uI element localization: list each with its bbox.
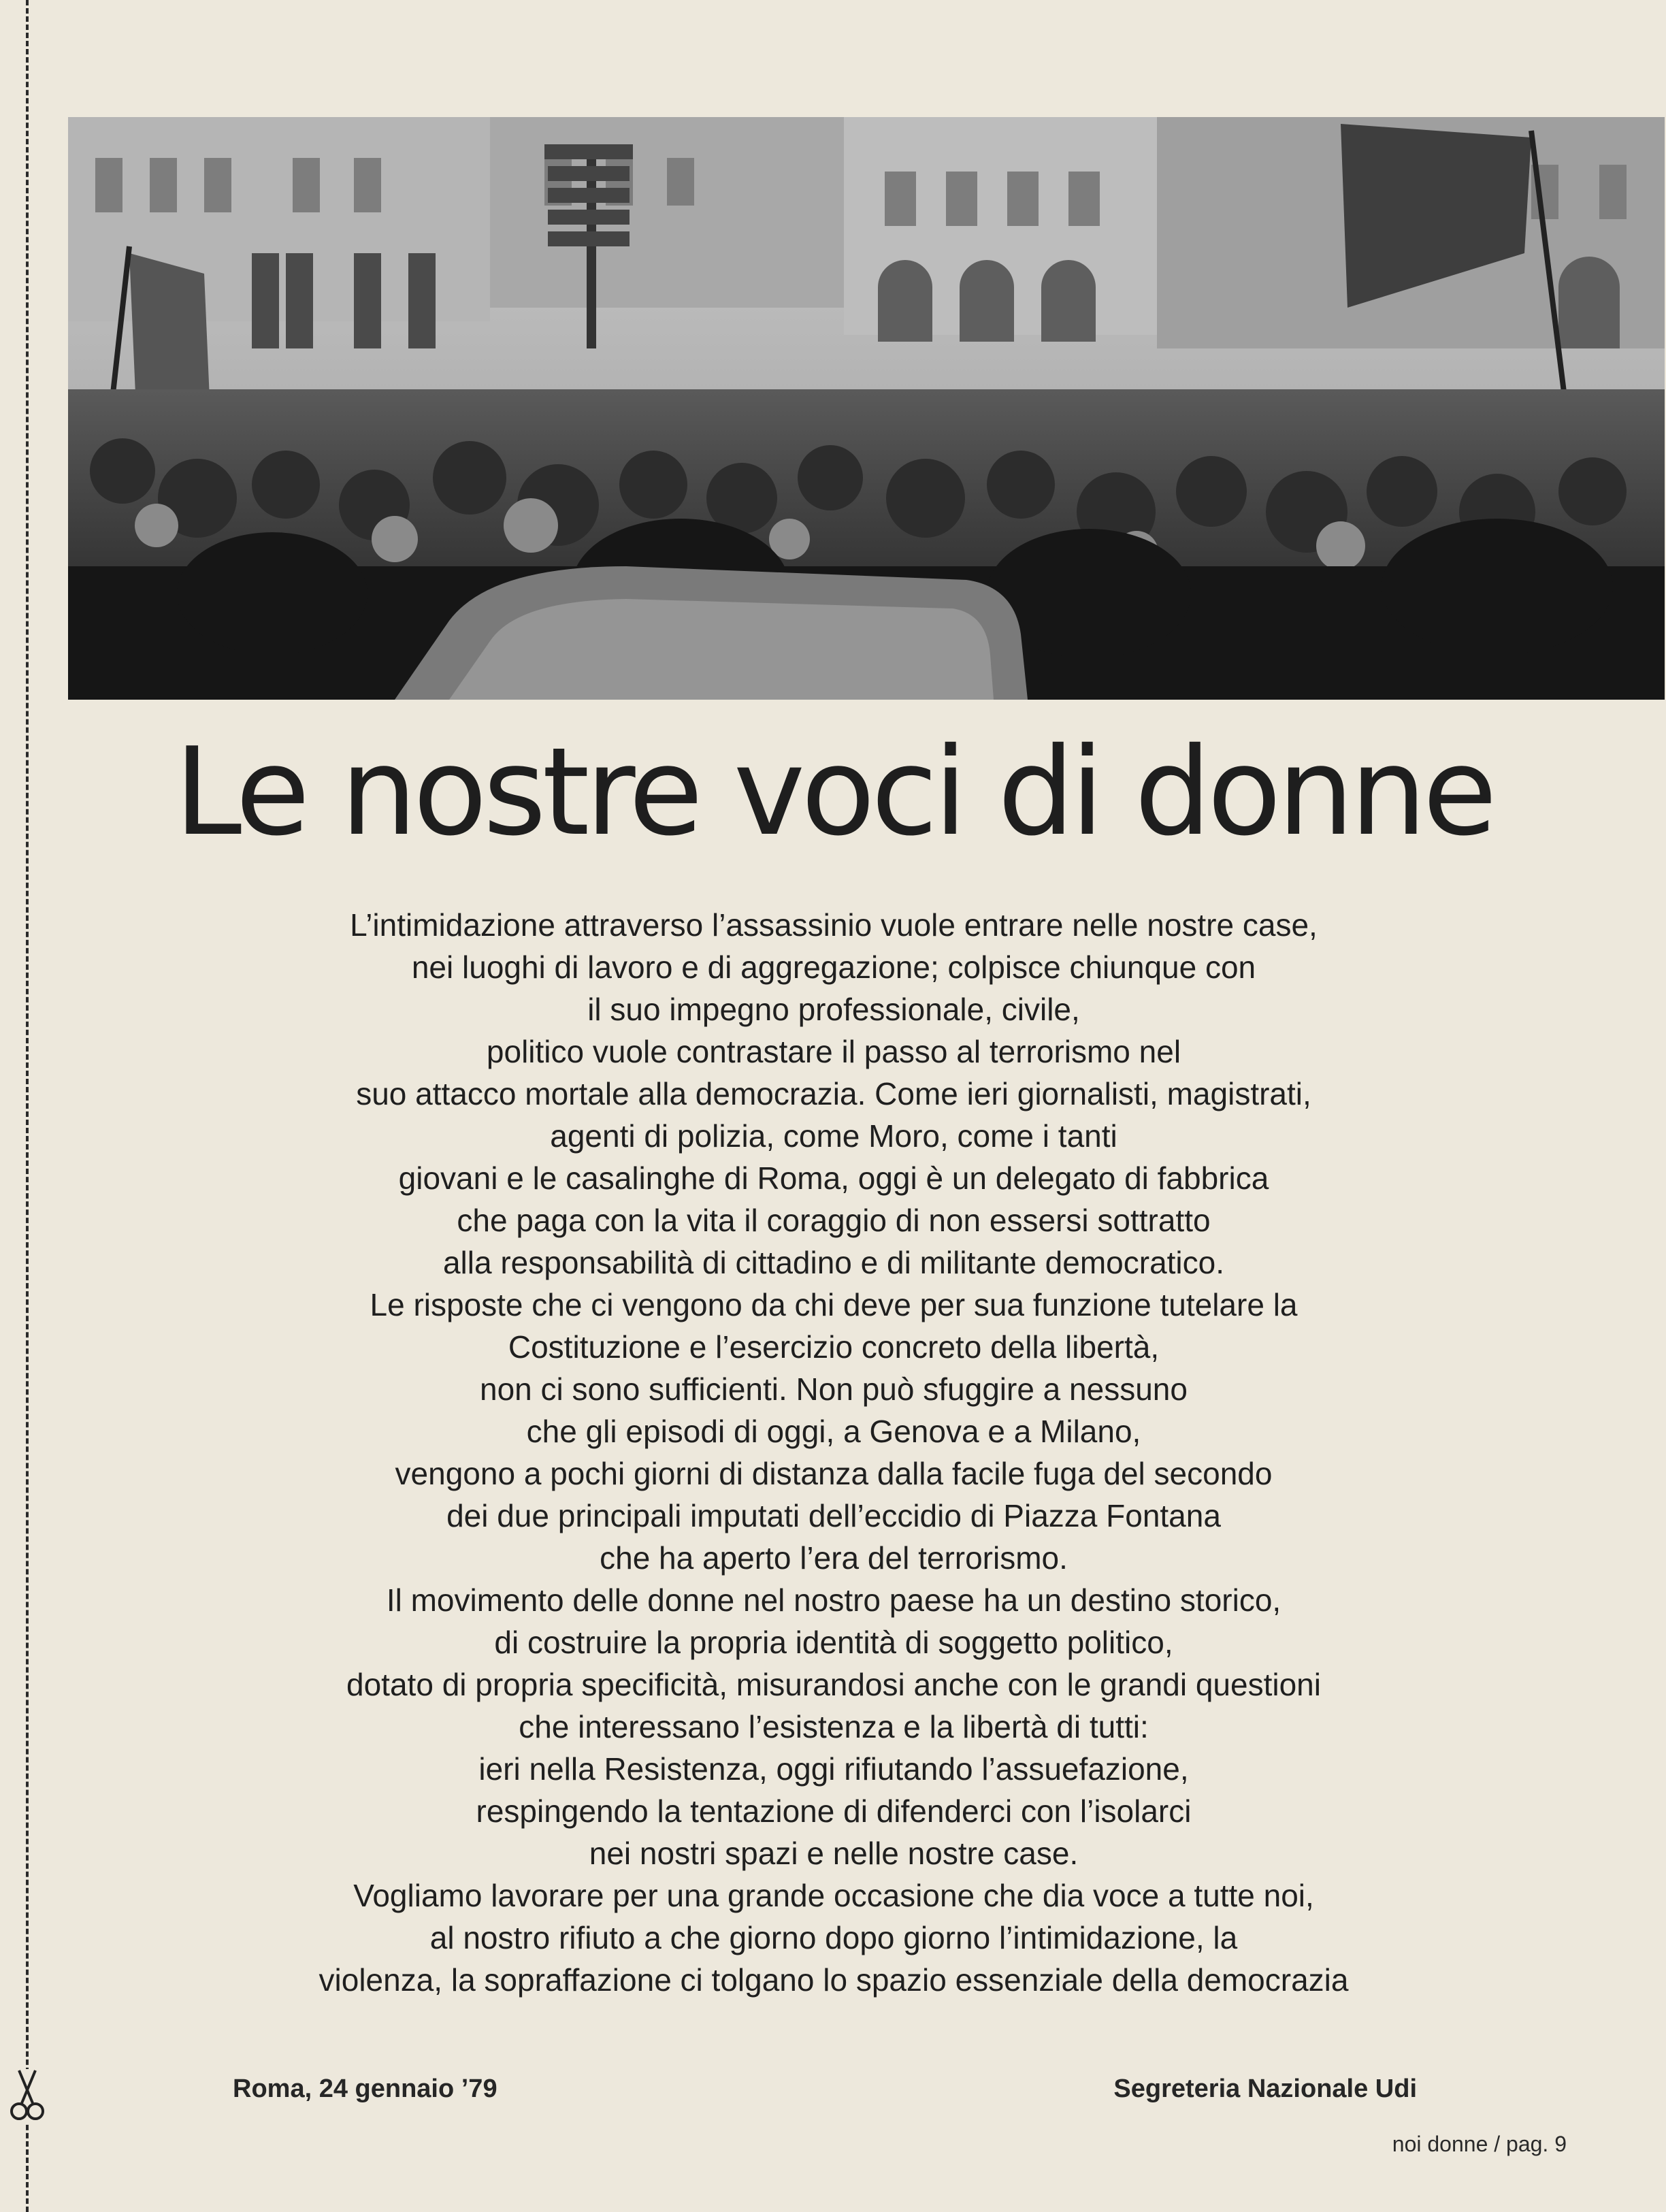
scissors-icon (10, 2069, 45, 2124)
body-line: dotato di propria specificità, misurandosi anche con le grandi questioni (346, 1667, 1321, 1702)
body-line: giovani e le casalinghe di Roma, oggi è un delegato di fabbrica (398, 1160, 1269, 1196)
body-line: agenti di polizia, come Moro, come i tanti (550, 1118, 1117, 1154)
body-line: nei luoghi di lavoro e di aggregazione; colpisce chiunque con (411, 949, 1256, 985)
footer-date: Roma, 24 gennaio ’79 (233, 2075, 497, 2103)
body-line: al nostro rifiuto a che giorno dopo giorno l’intimidazione, la (429, 1920, 1238, 1955)
body-line: che ha aperto l’era del terrorismo. (600, 1540, 1068, 1576)
body-line: L’intimidazione attraverso l’assassinio vuole entrare nelle nostre case, (350, 907, 1318, 943)
headline: Le nostre voci di donne (174, 721, 1493, 862)
body-line: non ci sono sufficienti. Non può sfuggire a nessuno (480, 1371, 1188, 1407)
cut-line (26, 0, 29, 2212)
body-line: Vogliamo lavorare per una grande occasione che dia voce a tutte noi, (353, 1878, 1314, 1913)
body-line: alla responsabilità di cittadino e di militante democratico. (442, 1245, 1225, 1280)
body-line: dei due principali imputati dell’eccidio di Piazza Fontana (446, 1498, 1221, 1533)
footer-signature: Segreteria Nazionale Udi (1113, 2075, 1417, 2103)
page-reference: noi donne / pag. 9 (1392, 2132, 1567, 2156)
body-line: che paga con la vita il coraggio di non essersi sottratto (457, 1203, 1211, 1238)
article-body (204, 904, 1463, 2001)
body-line: suo attacco mortale alla democrazia. Come ieri giornalisti, magistrati, (356, 1076, 1311, 1111)
crowd-photo (68, 117, 1665, 700)
body-line: violenza, la sopraffazione ci tolgano lo spazio essenziale della democrazia (318, 1962, 1349, 1998)
body-line: il suo impegno professionale, civile, (587, 992, 1080, 1027)
body-line: Costituzione e l’esercizio concreto della libertà, (508, 1329, 1160, 1365)
body-line: respingendo la tentazione di difenderci con l’isolarci (476, 1793, 1192, 1829)
body-line: vengono a pochi giorni di distanza dalla facile fuga del secondo (395, 1456, 1273, 1491)
body-line: di costruire la propria identità di soggetto politico, (494, 1625, 1173, 1660)
body-line: che gli episodi di oggi, a Genova e a Milano, (526, 1414, 1141, 1449)
body-line: nei nostri spazi e nelle nostre case. (589, 1836, 1079, 1871)
body-line: Il movimento delle donne nel nostro paese ha un destino storico, (386, 1582, 1281, 1618)
body-line: ieri nella Resistenza, oggi rifiutando l’assuefazione, (478, 1751, 1189, 1787)
body-line: politico vuole contrastare il passo al terrorismo nel (486, 1034, 1181, 1069)
body-line: che interessano l’esistenza e la libertà di tutti: (519, 1709, 1149, 1744)
body-line: Le risposte che ci vengono da chi deve per sua funzione tutelare la (370, 1287, 1298, 1322)
